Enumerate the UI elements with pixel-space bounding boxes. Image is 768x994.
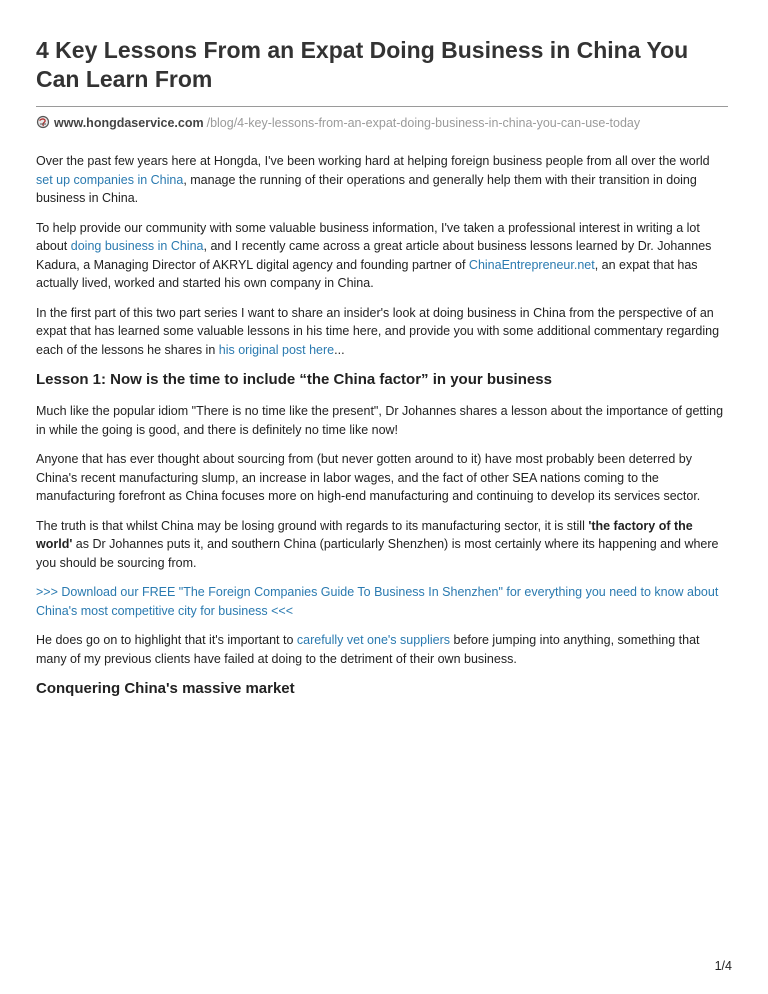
- paragraph-intro: [36, 152, 728, 208]
- text: , an expat that has actually lived, worked and started his own company in China.: [36, 257, 698, 290]
- text: , and I recently came across a great article about business lessons learned by Dr. Johannes Kadura, a Managing Director of AKRYL digital agency and founding partner of: [36, 239, 712, 272]
- source-path: /blog/4-key-lessons-from-an-expat-doing-business-in-china-you-can-use-today: [206, 116, 641, 130]
- paragraph-idiom: Much like the popular idiom "There is no time like the present", Dr Johannes shares a lesson about the importance of getting in while the going is good, and there is definitely no time like now!: [36, 404, 724, 437]
- source-domain-link[interactable]: www.hongdaservice.com: [54, 116, 204, 130]
- link-doing-business[interactable]: doing business in China: [70, 239, 204, 253]
- text: before jumping into anything, something that many of my previous clients have failed at doing to the detriment of their own business.: [36, 633, 700, 666]
- article-title: 4 Key Lessons From an Expat Doing Business in China You Can Learn From: [36, 37, 689, 92]
- text: The truth is that whilst China may be losing ground with regards to its manufacturing sector, it is still: [36, 518, 589, 533]
- link-vet-suppliers[interactable]: carefully vet one's suppliers: [296, 633, 451, 647]
- globe-icon: [36, 115, 50, 129]
- heading-conquering-market: Conquering China's massive market: [36, 680, 295, 697]
- title-divider: [36, 106, 728, 107]
- paragraph-sourcing: Anyone that has ever thought about sourcing from (but never gotten around to it) have most probably been deterred by China's recent manufacturing slump, an increase in labor wages, and the fact of other SEA nations coming to the manufacturing forefront as China focuses more on high-end manufacturing and continuing to develop its services sector.: [36, 452, 701, 503]
- article-body: [36, 152, 728, 711]
- paragraph-suppliers: [36, 631, 728, 668]
- text: To help provide our community with some valuable business information, I've taken a professional interest in writing a lot about: [36, 220, 700, 253]
- link-china-entrepreneur[interactable]: ChinaEntrepreneur.net: [468, 257, 595, 272]
- text: He does go on to highlight that it's important to: [36, 633, 297, 647]
- heading-lesson-1: Lesson 1: Now is the time to include “the China factor” in your business: [36, 371, 552, 388]
- bold-factory-of-world: 'the factory of the world': [36, 518, 693, 551]
- link-original-post[interactable]: his original post here: [218, 342, 335, 357]
- text: ...: [334, 342, 345, 357]
- text: In the first part of this two part series I want to share an insider's look at doing business in China from the perspective of an expat that has learned some valuable lessons in his time here, and provide you with some additional commentary regarding each of the lessons he shares in: [36, 305, 720, 357]
- text: , manage the running of their operations and generally help them with their transition in doing business in China.: [36, 172, 697, 205]
- link-download-guide[interactable]: >>> Download our FREE "The Foreign Companies Guide To Business In Shenzhen" for everything you need to know about China's most competitive city for business <<<: [36, 585, 719, 618]
- paragraph-factory: [36, 517, 728, 573]
- text: as Dr Johannes puts it, and southern China (particularly Shenzhen) is most certainly where its happening and where you should be sourcing from.: [36, 537, 719, 570]
- link-set-up-companies[interactable]: set up companies in China: [36, 172, 184, 187]
- text: Over the past few years here at Hongda, I've been working hard at helping foreign business people from all over the world: [36, 154, 710, 168]
- page-number: 1/4: [714, 959, 732, 973]
- paragraph-community: [36, 219, 728, 293]
- paragraph-cta: [36, 583, 728, 620]
- paragraph-series: [36, 304, 728, 360]
- source-line: [36, 114, 640, 132]
